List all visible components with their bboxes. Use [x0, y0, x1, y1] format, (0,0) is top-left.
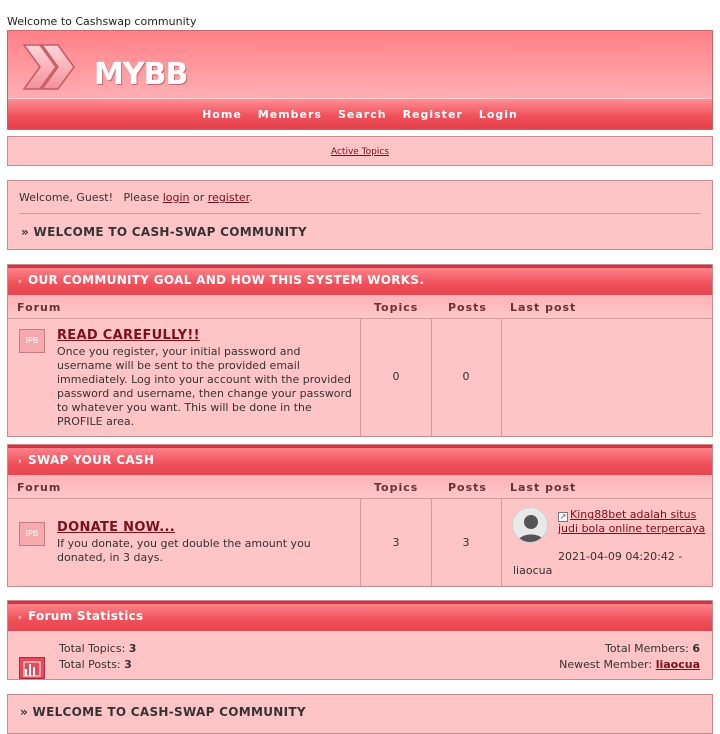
total-members-label: Total Members:	[604, 642, 693, 655]
col-forum: Forum	[17, 301, 62, 314]
guest-welcome-line	[19, 191, 701, 204]
forum-description: Once you register, your initial password and username will be sent to the provided email immediately. Log into your account with the provided password and username, then change your password to whatever you want. This will be done in the PROFILE area.	[57, 345, 352, 428]
forum-topics-count: 0	[392, 370, 400, 383]
guest-welcome-or: or	[189, 191, 208, 204]
total-topics-stat	[59, 642, 136, 655]
col-last-post: Last post	[510, 481, 577, 494]
nav-register[interactable]: Register	[402, 108, 463, 121]
stats-header	[8, 601, 712, 631]
category-community-goal	[7, 264, 713, 437]
category-header[interactable]	[8, 445, 712, 475]
forum-posts-count: 0	[462, 370, 470, 383]
bottom-welcome-box	[7, 694, 713, 734]
collapse-arrow-icon[interactable]: ›	[18, 277, 23, 287]
nav-login[interactable]: Login	[478, 108, 518, 121]
total-members-stat	[605, 642, 700, 655]
last-post-title-link[interactable]: King88bet adalah situs judi bola online terpercaya	[558, 508, 706, 535]
nav-home[interactable]: Home	[202, 108, 242, 121]
bottom-welcome-title: » WELCOME TO CASH-SWAP COMMUNITY	[20, 705, 306, 719]
collapse-arrow-icon[interactable]: ›	[18, 457, 23, 467]
forum-status-icon: IPB	[19, 522, 45, 546]
welcome-box	[7, 180, 713, 250]
newest-member-label: Newest Member:	[559, 658, 656, 671]
divider	[19, 213, 701, 214]
stats-title: Forum Statistics	[28, 609, 144, 623]
user-avatar[interactable]	[512, 507, 548, 543]
stats-body	[8, 631, 712, 680]
forum-row	[8, 319, 712, 436]
col-last-post: Last post	[510, 301, 577, 314]
stats-chart-icon	[19, 657, 45, 679]
main-nav	[8, 98, 712, 129]
guest-welcome-prefix: Welcome, Guest! Please	[19, 191, 163, 204]
bar-chart-icon	[20, 658, 44, 678]
column-header	[8, 475, 712, 499]
collapse-arrow-icon[interactable]: ›	[18, 613, 23, 623]
last-post-info	[558, 508, 708, 536]
guest-welcome-suffix: .	[249, 191, 253, 204]
column-header	[8, 295, 712, 319]
forum-status-icon: IPB	[19, 329, 45, 353]
col-forum: Forum	[17, 481, 62, 494]
forum-description: If you donate, you get double the amount you donated, in 3 days.	[57, 537, 311, 564]
newest-member-link[interactable]: liaocua	[655, 658, 700, 671]
last-post-datetime: 2021-04-09 04:20:42 -	[558, 550, 683, 563]
total-posts-value: 3	[124, 658, 132, 671]
col-posts: Posts	[448, 301, 487, 314]
site-header	[7, 30, 713, 130]
newest-member-stat	[559, 658, 700, 671]
active-topics-link[interactable]: Active Topics	[330, 147, 390, 157]
total-posts-stat	[59, 658, 132, 671]
category-title: SWAP YOUR CASH	[28, 453, 155, 467]
forum-title-link[interactable]: DONATE NOW...	[57, 520, 175, 535]
col-topics: Topics	[374, 301, 419, 314]
site-welcome-text: Welcome to Cashswap community	[7, 15, 197, 28]
welcome-title: » WELCOME TO CASH-SWAP COMMUNITY	[21, 225, 307, 239]
last-post-user: liaocua	[513, 564, 553, 577]
nav-members[interactable]: Members	[257, 108, 322, 121]
forum-statistics	[7, 600, 713, 680]
col-topics: Topics	[374, 481, 419, 494]
forum-posts-count: 3	[462, 536, 470, 549]
total-topics-value: 3	[128, 642, 137, 655]
category-title: OUR COMMUNITY GOAL AND HOW THIS SYSTEM WORKS.	[28, 273, 425, 287]
login-link[interactable]: login	[162, 191, 190, 204]
forum-title-link[interactable]: READ CAREFULLY!!	[57, 328, 200, 343]
nav-search[interactable]: Search	[337, 108, 387, 121]
total-posts-label: Total Posts:	[59, 658, 125, 671]
cell-divider	[501, 319, 502, 436]
logo-chevron-icon	[20, 41, 90, 93]
logo-text: MYBB	[94, 57, 188, 92]
total-topics-label: Total Topics:	[59, 642, 129, 655]
default-avatar-icon	[513, 508, 548, 543]
forum-row	[8, 499, 712, 586]
col-posts: Posts	[448, 481, 487, 494]
register-link[interactable]: register	[207, 191, 250, 204]
forum-topics-count: 3	[392, 536, 400, 549]
active-topics-bar	[7, 136, 713, 166]
cell-divider	[501, 499, 502, 586]
category-swap-your-cash	[7, 444, 713, 587]
total-members-value: 6	[692, 642, 700, 655]
category-header[interactable]	[8, 265, 712, 295]
post-link-icon: ↗	[559, 512, 567, 521]
site-logo[interactable]	[20, 41, 188, 93]
